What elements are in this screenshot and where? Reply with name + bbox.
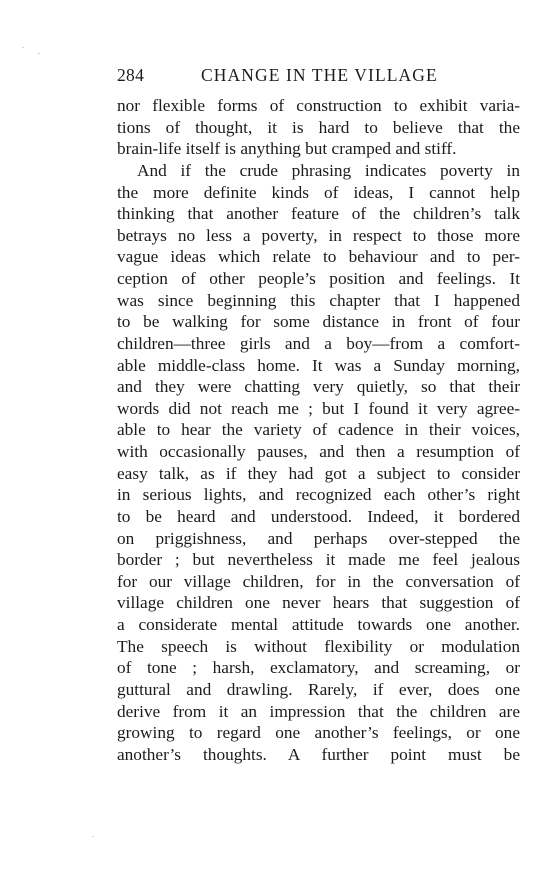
text-line: ception of other people’s position and feelings. It [117,269,520,288]
text-line: growing to regard one another’s feelings, or one [117,723,520,743]
running-title: CHANGE IN THE VILLAGE [201,65,438,85]
text-line: thinking that another feature of the children’s talk [117,204,520,224]
text-line: of tone ; harsh, exclamatory, and screaming, or [117,658,520,678]
text-line: was since beginning this chapter that I happened [117,290,520,310]
body-text [117,95,520,765]
text-line: in serious lights, and recognized each other’s right [117,485,520,505]
text-line: on priggishness, and perhaps over-stepped the [117,528,520,548]
text-line: nor flexible forms of construction to exhibit varia- [117,96,520,115]
text-line: vague ideas which relate to behaviour and to per- [117,247,520,267]
text-line: a considerate mental attitude towards one another. [117,615,520,634]
text-line: derive from it an impression that the children are [117,701,520,721]
page-number: 284 [117,65,145,85]
text-line: words did not reach me ; but I found it very agree- [117,398,520,418]
text-line: with occasionally pauses, and then a resumption of [117,442,520,461]
paper-speck [38,53,40,54]
paper-speck [92,836,94,837]
text-line: able middle-class home. It was a Sunday morning, [117,355,520,375]
text-line: border ; but nevertheless it made me feel jealous [117,550,520,570]
text-line: to be heard and understood. Indeed, it bordered [117,506,520,526]
paper-speck [22,47,24,48]
text-line: to be walking for some distance in front of four [117,312,520,332]
running-head [117,61,517,89]
text-line: easy talk, as if they had got a subject to consider [117,463,520,483]
text-line: tions of thought, it is hard to believe that the [117,117,520,137]
text-line: brain-life itself is anything but cramped and stiff. [117,139,457,159]
text-line: children—three girls and a boy—from a comfort- [117,333,520,353]
text-line: village children one never hears that suggestion of [117,593,520,613]
text-line: And if the crude phrasing indicates poverty in [137,160,520,180]
text-line: The speech is without flexibility or modulation [117,636,520,656]
text-line: and they were chatting very quietly, so that their [117,377,520,397]
text-line: betrays no less a poverty, in respect to those more [117,225,520,245]
text-line: the more definite kinds of ideas, I cannot help [117,182,520,202]
text-line: able to hear the variety of cadence in their voices, [117,420,520,440]
text-line: another’s thoughts. A further point must be [117,744,520,764]
text-line: for our village children, for in the conversation of [117,571,520,591]
text-line: guttural and drawling. Rarely, if ever, does one [117,679,520,699]
